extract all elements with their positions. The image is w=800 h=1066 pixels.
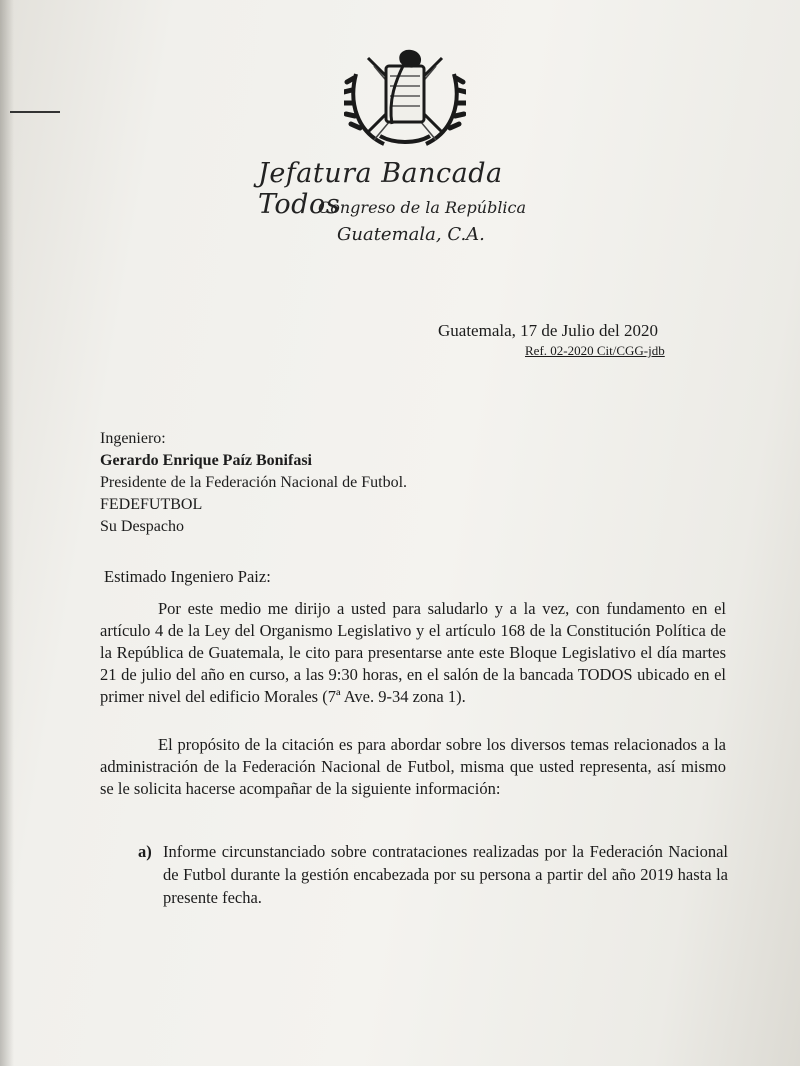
reference-number: Ref. 02-2020 Cit/CGG-jdb — [525, 343, 665, 358]
letterhead-institution: Congreso de la República — [318, 198, 527, 217]
body-paragraph: El propósito de la citación es para abordar sobre los diversos temas relacionados a la administración de la Federación Nacional de Futbol, misma que usted representa, así mismo se le solicita hacerse acompañar de la siguiente información: — [100, 735, 726, 798]
body-paragraph: Por este medio me dirijo a usted para saludarlo y a la vez, con fundamento en el artículo 4 de la Ley del Organismo Legislativo y el artículo 168 de la Constitución Política de la República de Guatemala, le cito para presentarse ante este Bloque Legislativo el día martes 21 de julio del año en curso, a las 9:30 horas, en el salón de la bancada TODOS ubicado en el primer nivel del edificio Morales (7ª Ave. 9-34 zona 1). — [100, 599, 726, 706]
letterhead-location: Guatemala, C.A. — [337, 224, 485, 245]
list-item-text: Informe circunstanciado sobre contrataciones realizadas por la Federación Nacional de Futbol durante la gestión encabezada por su persona a partir del año 2019 hasta la presente fecha. — [163, 842, 728, 907]
recipient-block — [100, 428, 407, 538]
list-item — [138, 840, 728, 909]
recipient-organization: FEDEFUTBOL — [100, 496, 203, 513]
recipient-title: Ingeniero: — [100, 430, 166, 447]
page-edge-shadow — [0, 0, 14, 1066]
coat-of-arms-seal-icon — [344, 40, 466, 152]
recipient-name: Gerardo Enrique Paíz Bonifasi — [100, 452, 312, 469]
list-item-label: a) — [138, 842, 152, 861]
recipient-office: Su Despacho — [100, 518, 184, 535]
fold-mark — [10, 111, 60, 113]
salutation: Estimado Ingeniero Paiz: — [104, 567, 271, 586]
date-line: Guatemala, 17 de Julio del 2020 — [438, 321, 659, 340]
letterhead-title: Jefatura Bancada Todos — [258, 158, 503, 220]
recipient-position: Presidente de la Federación Nacional de Futbol. — [100, 474, 408, 491]
